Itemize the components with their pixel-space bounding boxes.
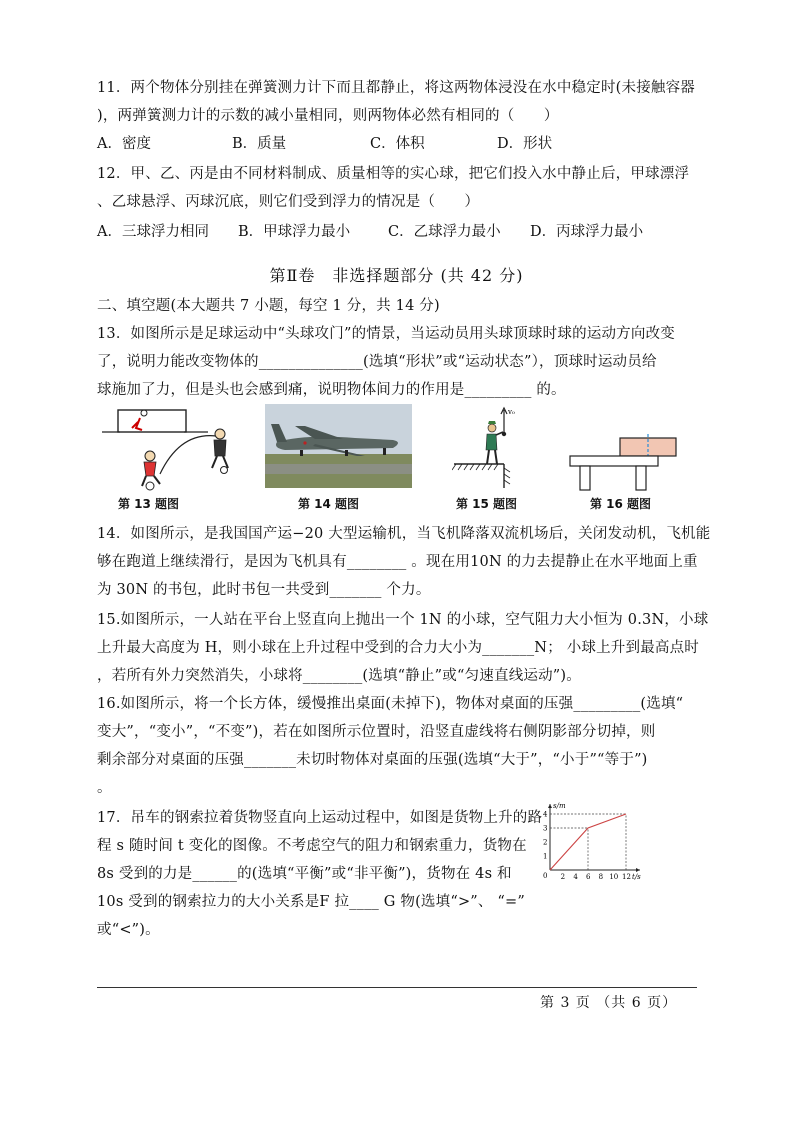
y-axis-label: s/m [553,802,566,810]
page-number: 第 3 页 （共 6 页） [540,995,678,1011]
q15-line2: 上升最大高度为 H，则小球在上升过程中受到的合力大小为_______N； 小球上升到最高点时 [97,640,699,656]
q16-line1: 16.如图所示，将一个长方体，缓慢推出桌面(未掉下)，物体对桌面的压强_________(选填“ [97,696,684,712]
x-axis-label: t/s [632,873,641,881]
q13-line1: 13．如图所示是足球运动中“头球攻门”的情景，当运动员用头球顶球时球的运动方向改变 [97,326,675,342]
x-tick-label: 6 [586,873,591,881]
figure-17-st-graph [536,800,646,886]
caption-fig14: 第 14 题图 [298,497,360,511]
q12-option-b: B．甲球浮力最小 [238,224,351,240]
q16-line3: 剩余部分对桌面的压强_______未切时物体对桌面的压强(选填“大于”，“小于”“等于”) [97,752,648,768]
caption-fig16: 第 16 题图 [590,497,652,511]
q12-option-c: C．乙球浮力最小 [388,224,501,240]
section-subtitle: 二、填空题(本大题共 7 小题，每空 1 分，共 14 分) [97,298,440,314]
y-tick-label: 3 [543,824,548,833]
figure-16-block-on-table [568,434,683,492]
q11-line2: )，两弹簧测力计的示数的减小量相同，则两物体必然有相同的（ ） [97,108,559,124]
q12-option-a: A．三球浮力相同 [97,224,209,240]
x-tick-label: 12 [622,873,631,881]
x-tick-label: 4 [573,873,578,881]
figure-15-person-throwing-ball [452,404,522,490]
q11-line1: 11．两个物体分别挂在弹簧测力计下而且都静止，将这两物体浸没在水中稳定时(未接触容器 [97,80,696,96]
caption-fig13: 第 13 题图 [118,497,180,511]
q16-line2: 变大”，“变小”，“不变”)，若在如图所示位置时，沿竖直虚线将右侧阴影部分切掉，则 [97,724,656,740]
q16-line4: 。 [97,780,112,796]
q12-line2: 、乙球悬浮、丙球沉底，则它们受到浮力的情况是（ ） [97,194,480,210]
q17-line4: 10s 受到的钢索拉力的大小关系是F 拉____ G 物(选填“>”、 “=” [97,894,525,910]
q17-line1: 17．吊车的钢索拉着货物竖直向上运动过程中，如图是货物上升的路 [97,810,543,826]
x-tick-label: 2 [560,873,566,881]
q17-line3: 8s 受到的力是______的(选填“平衡”或“非平衡”)，货物在 4s 和 [97,866,512,882]
q11-option-c: C．体积 [370,136,425,152]
q15-line3: ，若所有外力突然消失，小球将________(选填“静止”或“匀速直线运动”)。 [97,668,581,684]
q17-line5: 或“<”)。 [97,922,160,938]
x-tick-label: 8 [598,873,604,881]
q12-option-d: D．丙球浮力最小 [530,224,644,240]
y-tick-label: 4 [543,810,548,819]
section-title: 第Ⅱ卷 非选择题部分 (共 42 分) [269,266,524,285]
q14-line2: 够在跑道上继续滑行，是因为飞机具有________ 。现在用10N 的力去提静止在水平地面上重 [97,554,698,570]
x-tick-label: 10 [609,873,619,881]
q11-option-b: B．质量 [232,136,287,152]
origin-label: 0 [543,872,548,880]
q13-line3: 球施加了力，但是头也会感到痛，说明物体间力的作用是_________ 的。 [97,382,566,398]
y-axis-arrow [548,804,552,808]
q17-line2: 程 s 随时间 t 变化的图像。不考虑空气的阻力和钢索重力，货物在 [97,838,527,854]
q14-line3: 为 30N 的书包，此时书包一共受到_______ 个力。 [97,582,431,598]
caption-fig15: 第 15 题图 [456,497,518,511]
fig15-v0-label: v₀ [508,408,515,416]
q14-line1: 14．如图所示，是我国国产运−20 大型运输机，当飞机降落双流机场后，关闭发动机，飞机能 [97,526,711,542]
q11-option-a: A．密度 [97,136,151,152]
y-tick-label: 1 [543,852,548,861]
q12-line1: 12．甲、乙、丙是由不同材料制成、质量相等的实心球，把它们投入水中静止后，甲球漂浮 [97,166,690,182]
q13-line2: 了，说明力能改变物体的______________(选填“形状”或“运动状态”），顶球时运动员给 [97,354,657,370]
q11-option-d: D．形状 [497,136,553,152]
footer-rule [97,987,697,988]
q15-line1: 15.如图所示，一人站在平台上竖直向上抛出一个 1N 的小球，空气阻力大小恒为 0.3N，小球 [97,612,709,628]
y-tick-label: 2 [543,838,548,847]
x-axis-arrow [636,868,640,872]
figure-13-soccer-header [100,404,250,492]
figure-14-transport-aircraft [265,404,412,488]
